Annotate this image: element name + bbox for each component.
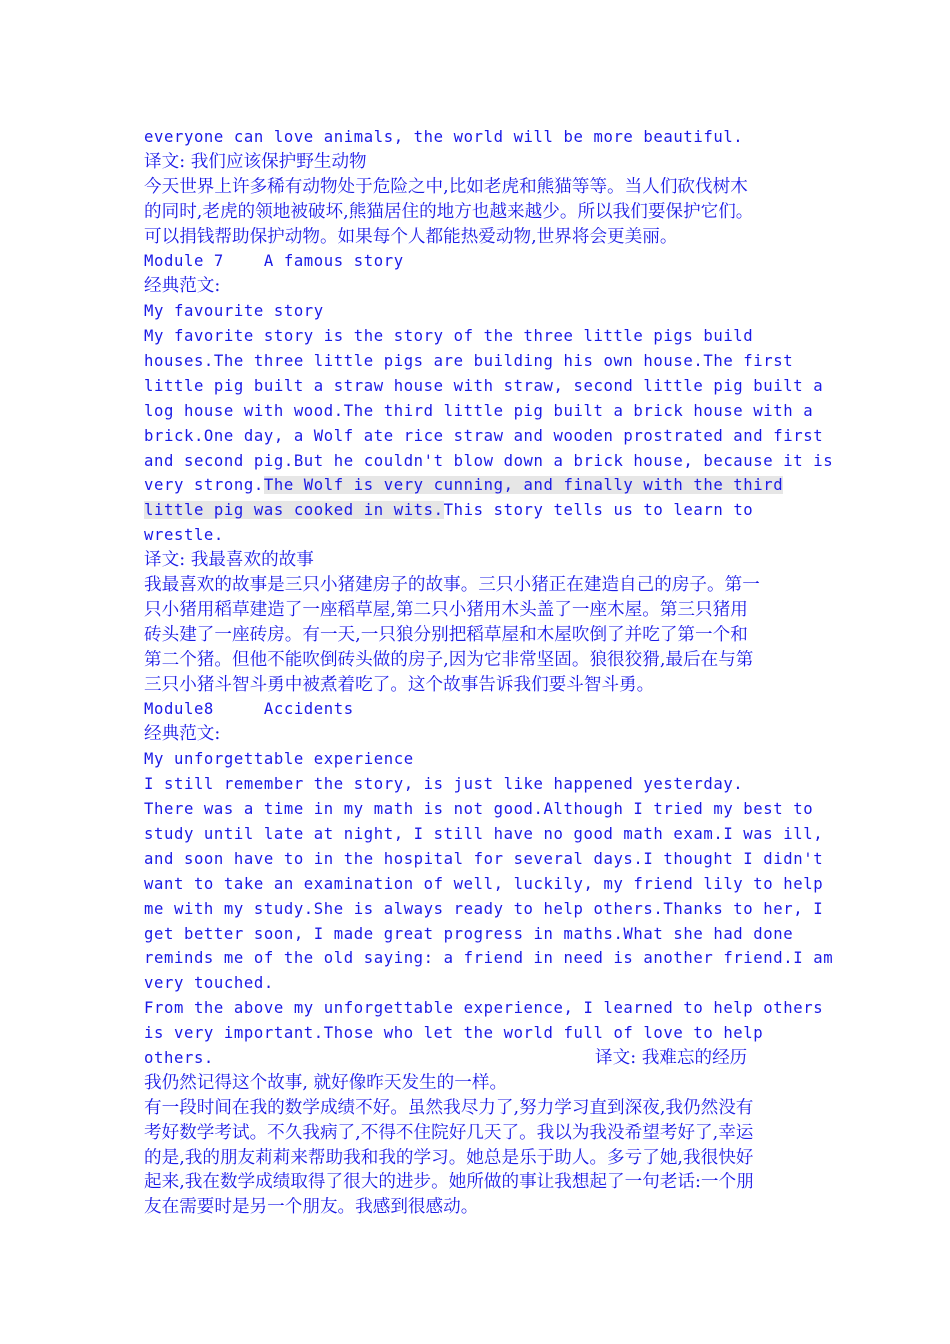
text-line <box>144 797 812 822</box>
line-text: 经典范文: <box>144 724 221 745</box>
line-text: 只小猪用稻草建造了一座稻草屋,第二只小猪用木头盖了一座木屋。第三只猪用 <box>144 599 748 620</box>
line-text: There was a time in my math is not good.Although I tried my best to <box>144 800 814 819</box>
line-text: My favorite story is the story of the three little pigs build <box>144 327 754 346</box>
document-page <box>144 125 834 1220</box>
line-text: 我仍然记得这个故事, 就好像昨天发生的一样。 <box>144 1072 508 1093</box>
highlighted-text: little pig was cooked in wits. <box>144 501 444 520</box>
line-text: 起来,我在数学成绩取得了很大的进步。她所做的事让我想起了一句老话:一个朋 <box>144 1172 754 1193</box>
line-text: From the above my unforgettable experience, I learned to help others <box>144 999 824 1018</box>
text-line <box>144 449 834 474</box>
line-text: Module 7 A famous story <box>144 252 404 271</box>
text-line <box>144 125 812 150</box>
text-line <box>144 573 812 598</box>
text-line <box>144 299 812 324</box>
text-line <box>144 274 812 299</box>
text-line <box>144 399 812 424</box>
text-line <box>144 648 812 673</box>
text-line <box>144 473 812 498</box>
line-text: 考好数学考试。不久我病了,不得不住院好几天了。我以为我没希望考好了,幸运 <box>144 1122 754 1143</box>
text-line <box>144 225 812 250</box>
text-line <box>144 1046 812 1071</box>
text-line <box>144 697 812 722</box>
text-line <box>144 623 812 648</box>
translation-heading: 译文: 我难忘的经历 <box>595 1047 748 1068</box>
line-text: 砖头建了一座砖房。有一天,一只狼分别把稻草屋和木屋吹倒了并吃了第一个和 <box>144 624 748 645</box>
text-line <box>144 150 812 175</box>
text-line <box>144 175 812 200</box>
line-text: 的同时,老虎的领地被破坏,熊猫居住的地方也越来越少。所以我们要保护它们。 <box>144 201 754 222</box>
line-text: get better soon, I made great progress in maths.What she had done <box>144 924 794 943</box>
text-line <box>144 249 812 274</box>
line-text: little pig built a straw house with straw, second little pig built a <box>144 376 824 395</box>
line-text: 第二个猪。但他不能吹倒砖头做的房子,因为它非常坚固。狼很狡猾,最后在与第 <box>144 649 754 670</box>
text-line <box>144 598 812 623</box>
text-line <box>144 349 812 374</box>
text-line <box>144 922 812 947</box>
line-text: My unforgettable experience <box>144 750 414 769</box>
line-text: reminds me of the old saying: a friend in need is another friend.I am <box>144 949 834 968</box>
text-line <box>144 747 812 772</box>
line-text: everyone can love animals, the world will be more beautiful. <box>144 128 744 146</box>
text-line <box>144 971 812 996</box>
line-text: and soon have to in the hospital for several days.I thought I didn't <box>144 849 824 868</box>
text-line <box>144 1071 812 1096</box>
text-line <box>144 897 824 922</box>
text-line <box>144 673 812 698</box>
line-text: others. <box>144 1048 214 1067</box>
line-text: brick.One day, a Wolf ate rice straw and wooden prostrated and first <box>144 426 824 445</box>
text-line <box>144 722 812 747</box>
text-line <box>144 822 824 847</box>
line-text: 今天世界上许多稀有动物处于危险之中,比如老虎和熊猫等等。当人们砍伐树木 <box>144 176 748 197</box>
text-line <box>144 200 812 225</box>
text-line <box>144 1021 812 1046</box>
text-line <box>144 1195 812 1220</box>
text-line <box>144 1170 812 1195</box>
text-line <box>144 424 824 449</box>
text-line <box>144 548 812 573</box>
text-line <box>144 847 824 872</box>
line-text: very strong. <box>144 476 264 495</box>
highlighted-text: The Wolf is very cunning, and finally with the third <box>263 476 784 495</box>
line-text: 可以捐钱帮助保护动物。如果每个人都能热爱动物,世界将会更美丽。 <box>144 226 678 247</box>
text-line <box>144 1121 812 1146</box>
line-text: and second pig.But he couldn't blow down a brick house, because it is <box>144 451 834 470</box>
text-line <box>144 946 834 971</box>
line-text: 有一段时间在我的数学成绩不好。虽然我尽力了,努力学习直到深夜,我仍然没有 <box>144 1097 754 1118</box>
text-line <box>144 1096 812 1121</box>
line-text: 译文: 我最喜欢的故事 <box>144 550 314 571</box>
text-line <box>144 1146 812 1171</box>
line-text: want to take an examination of well, luckily, my friend lily to help <box>144 874 824 893</box>
line-text: This story tells us to learn to <box>443 501 754 520</box>
line-text: 三只小猪斗智斗勇中被煮着吃了。这个故事告诉我们要斗智斗勇。 <box>144 674 655 695</box>
line-text: 经典范文: <box>144 276 221 297</box>
line-text: houses.The three little pigs are building his own house.The first <box>144 352 794 371</box>
line-text: My favourite story <box>144 302 324 321</box>
line-text: is very important.Those who let the world full of love to help <box>144 1024 764 1043</box>
line-text: study until late at night, I still have no good math exam.I was ill, <box>144 824 824 843</box>
text-line <box>144 374 824 399</box>
text-line <box>144 523 812 548</box>
line-text: me with my study.She is always ready to help others.Thanks to her, I <box>144 899 824 918</box>
line-text: log house with wood.The third little pig built a brick house with a <box>144 401 814 420</box>
line-text: 的是,我的朋友莉莉来帮助我和我的学习。她总是乐于助人。多亏了她,我很快好 <box>144 1147 754 1168</box>
text-line <box>144 772 812 797</box>
line-text: Module8 Accidents <box>144 700 354 719</box>
line-text: very touched. <box>144 974 274 993</box>
text-line <box>144 872 824 897</box>
line-text: 我最喜欢的故事是三只小猪建房子的故事。三只小猪正在建造自己的房子。第一 <box>144 575 760 596</box>
text-line <box>144 324 812 349</box>
line-text: wrestle. <box>144 526 224 545</box>
line-text: I still remember the story, is just like happened yesterday. <box>144 775 744 794</box>
line-text: 译文: 我们应该保护野生动物 <box>144 151 367 172</box>
text-line <box>144 498 812 523</box>
text-line <box>144 996 824 1021</box>
line-text: 友在需要时是另一个朋友。我感到很感动。 <box>144 1197 479 1218</box>
